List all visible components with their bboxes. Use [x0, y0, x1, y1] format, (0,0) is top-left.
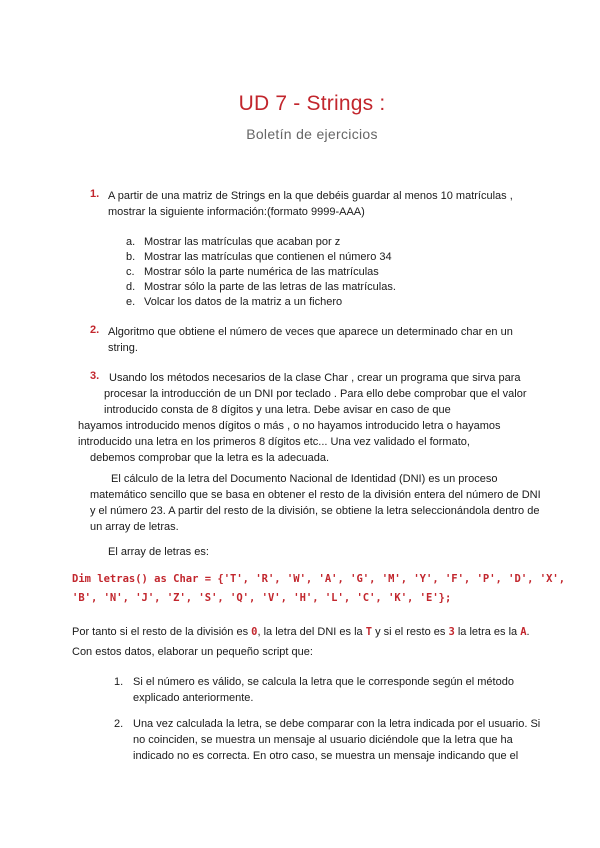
letter-t: T [365, 626, 373, 638]
exercise-text-line: introducido una letra en los primeros 8 dígitos etc... Una vez validado el formato, [78, 436, 470, 448]
step-text-line: Una vez calculada la letra, se debe comparar con la letra indicada por el usuario. Si [133, 718, 541, 730]
paragraph-line: un array de letras. [90, 521, 179, 533]
exercise-text-line: procesar la introducción de un DNI por teclado . Para ello debe comprobar que el valor [104, 388, 527, 400]
remainder-text: la letra es la [454, 626, 521, 638]
page-subtitle: Boletín de ejercicios [246, 126, 378, 142]
exercise-number: 1. [90, 188, 100, 200]
remainder-text: Por tanto si el resto de la división es [72, 626, 252, 638]
exercise-text-line: A partir de una matriz de Strings en la que debéis guardar al menos 10 matrículas , [108, 190, 513, 202]
page-title: UD 7 - Strings : [238, 92, 386, 115]
remainder-three: 3 [448, 626, 455, 638]
paragraph-line: El cálculo de la letra del Documento Nacional de Identidad (DNI) es un proceso [111, 473, 498, 485]
subitem-marker: e. [126, 296, 136, 308]
remainder-text: , la letra del DNI es la [257, 626, 366, 638]
exercise-number: 2. [90, 324, 100, 336]
subitem-text: Mostrar sólo la parte numérica de las matrículas [144, 266, 379, 278]
code-line: 'B', 'N', 'J', 'Z', 'S', 'Q', 'V', 'H', 'L', 'C', 'K', 'E'}; [72, 592, 452, 604]
exercise-text-line: string. [108, 342, 138, 354]
subitem-marker: b. [126, 251, 136, 263]
step-text-line: indicado no es correcta. En otro caso, se muestra un mensaje indicando que el [133, 750, 519, 762]
remainder-text: y si el resto es [372, 626, 449, 638]
step-marker: 1. [114, 676, 124, 688]
subitem-text: Volcar los datos de la matriz a un fichero [144, 296, 343, 308]
subitem-text: Mostrar las matrículas que acaban por z [144, 236, 341, 248]
paragraph-line: matemático sencillo que se basa en obtener el resto de la división entera del número de DNI [90, 489, 541, 501]
exercise-text-line: introducido consta de 8 dígitos y una letra. Debe avisar en caso de que [104, 404, 451, 416]
subitem-marker: c. [126, 266, 135, 278]
remainder-sentence [72, 624, 530, 640]
step-text-line: Si el número es válido, se calcula la letra que le corresponde según el método [133, 676, 514, 688]
remainder-text: . [526, 626, 530, 638]
letter-a: A [520, 626, 527, 638]
exercise-text-line: hayamos introducido menos dígitos o más , o no hayamos introducido letra o hayamos [78, 420, 501, 432]
exercise-text-line: debemos comprobar que la letra es la adecuada. [90, 452, 330, 464]
subitem-text: Mostrar sólo la parte de las letras de las matrículas. [144, 281, 396, 293]
step-text-line: no coinciden, se muestra un mensaje al usuario diciéndole que la letra que ha [133, 734, 513, 746]
paragraph-line: y el número 23. A partir del resto de la división, se obtiene la letra seleccionándola dentro de [90, 505, 540, 517]
code-line: Dim letras() as Char = {'T', 'R', 'W', 'A', 'G', 'M', 'Y', 'F', 'P', 'D', 'X', [72, 573, 566, 585]
exercise-text-line: Usando los métodos necesarios de la clase Char , crear un programa que sirva para [109, 372, 521, 384]
script-intro: Con estos datos, elaborar un pequeño script que: [72, 646, 313, 658]
subitem-marker: a. [126, 236, 136, 248]
array-intro: El array de letras es: [108, 546, 209, 558]
exercise-text-line: Algoritmo que obtiene el número de veces que aparece un determinado char en un [108, 326, 513, 338]
remainder-zero: 0 [251, 626, 258, 638]
subitem-marker: d. [126, 281, 136, 293]
step-text-line: explicado anteriormente. [133, 692, 254, 704]
exercise-text-line: mostrar la siguiente información:(formato 9999-AAA) [108, 206, 365, 218]
step-marker: 2. [114, 718, 124, 730]
subitem-text: Mostrar las matrículas que contienen el número 34 [144, 251, 392, 263]
exercise-number: 3. [90, 370, 100, 382]
